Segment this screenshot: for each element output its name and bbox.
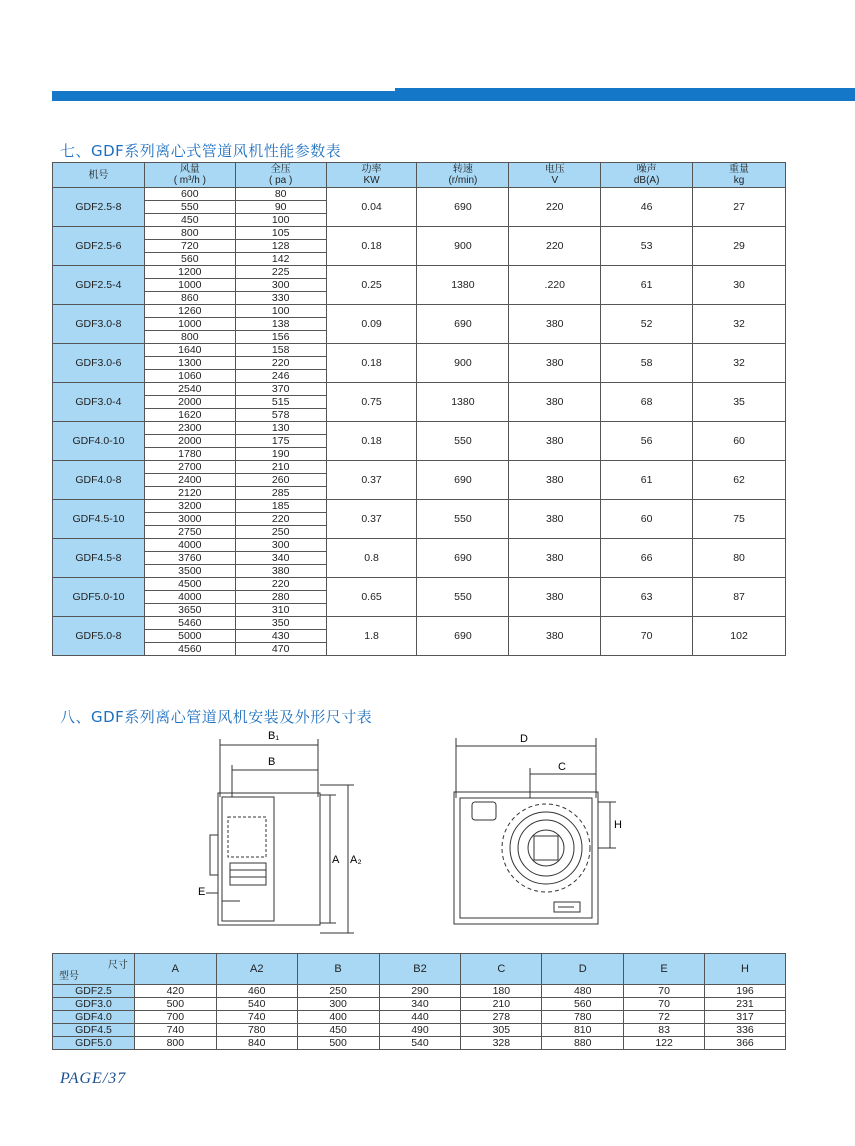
voltage-cell: 380: [509, 617, 601, 656]
airflow-cell: 3500: [144, 565, 235, 578]
voltage-cell: 380: [509, 539, 601, 578]
speed-cell: 550: [417, 500, 509, 539]
table-row: [53, 539, 786, 552]
dimension-value-cell: 810: [542, 1024, 624, 1037]
table-row: [53, 985, 786, 998]
weight-cell: 60: [693, 422, 786, 461]
power-cell: 0.75: [326, 383, 417, 422]
voltage-cell: 380: [509, 500, 601, 539]
weight-cell: 35: [693, 383, 786, 422]
label-c: C: [558, 761, 566, 773]
airflow-cell: 1260: [144, 305, 235, 318]
dimension-value-cell: 180: [461, 985, 542, 998]
noise-cell: 58: [601, 344, 693, 383]
dimension-column-header: D: [542, 954, 624, 985]
airflow-cell: 1640: [144, 344, 235, 357]
table-row: [53, 422, 786, 435]
speed-cell: 690: [417, 461, 509, 500]
dimension-value-cell: 290: [379, 985, 461, 998]
dimension-value-cell: 540: [379, 1037, 461, 1050]
header-voltage: 电压 V: [509, 163, 601, 188]
dimension-value-cell: 420: [134, 985, 216, 998]
airflow-cell: 5000: [144, 630, 235, 643]
airflow-cell: 2750: [144, 526, 235, 539]
dimension-value-cell: 460: [216, 985, 297, 998]
pressure-cell: 142: [235, 253, 326, 266]
noise-cell: 63: [601, 578, 693, 617]
model-cell: GDF3.0: [53, 998, 135, 1011]
pressure-cell: 190: [235, 448, 326, 461]
pressure-cell: 220: [235, 357, 326, 370]
voltage-cell: 380: [509, 305, 601, 344]
dimension-value-cell: 340: [379, 998, 461, 1011]
speed-cell: 690: [417, 188, 509, 227]
pressure-cell: 300: [235, 539, 326, 552]
speed-cell: 900: [417, 344, 509, 383]
weight-cell: 27: [693, 188, 786, 227]
airflow-cell: 1620: [144, 409, 235, 422]
header-airflow: 风量 ( m³/h ): [144, 163, 235, 188]
airflow-cell: 2540: [144, 383, 235, 396]
pressure-cell: 330: [235, 292, 326, 305]
table-row: [53, 188, 786, 201]
pressure-cell: 130: [235, 422, 326, 435]
model-cell: GDF4.5-10: [53, 500, 145, 539]
weight-cell: 75: [693, 500, 786, 539]
table-header-row: [53, 163, 786, 188]
table-row: [53, 266, 786, 279]
pressure-cell: 138: [235, 318, 326, 331]
dimension-value-cell: 210: [461, 998, 542, 1011]
label-b: B: [268, 756, 276, 768]
airflow-cell: 1300: [144, 357, 235, 370]
table-row: [53, 1037, 786, 1050]
dimension-value-cell: 300: [297, 998, 379, 1011]
pressure-cell: 340: [235, 552, 326, 565]
dimension-value-cell: 440: [379, 1011, 461, 1024]
dimension-column-header: A: [134, 954, 216, 985]
airflow-cell: 720: [144, 240, 235, 253]
model-cell: GDF2.5-4: [53, 266, 145, 305]
model-cell: GDF3.0-4: [53, 383, 145, 422]
dimension-value-cell: 840: [216, 1037, 297, 1050]
noise-cell: 61: [601, 461, 693, 500]
airflow-cell: 2000: [144, 435, 235, 448]
dimension-column-header: B2: [379, 954, 461, 985]
weight-cell: 87: [693, 578, 786, 617]
airflow-cell: 3760: [144, 552, 235, 565]
dimension-value-cell: 740: [216, 1011, 297, 1024]
pressure-cell: 128: [235, 240, 326, 253]
dimension-value-cell: 328: [461, 1037, 542, 1050]
section-title-performance: 七、GDF系列离心式管道风机性能参数表: [60, 142, 342, 160]
pressure-cell: 370: [235, 383, 326, 396]
pressure-cell: 310: [235, 604, 326, 617]
dimension-value-cell: 122: [624, 1037, 705, 1050]
pressure-cell: 105: [235, 227, 326, 240]
airflow-cell: 4500: [144, 578, 235, 591]
weight-cell: 32: [693, 305, 786, 344]
dimension-value-cell: 480: [542, 985, 624, 998]
pressure-cell: 470: [235, 643, 326, 656]
airflow-cell: 2700: [144, 461, 235, 474]
table-row: [53, 305, 786, 318]
model-cell: GDF3.0-8: [53, 305, 145, 344]
speed-cell: 690: [417, 539, 509, 578]
pressure-cell: 225: [235, 266, 326, 279]
dimension-value-cell: 366: [705, 1037, 786, 1050]
airflow-cell: 1060: [144, 370, 235, 383]
airflow-cell: 1000: [144, 318, 235, 331]
table-row: [53, 461, 786, 474]
label-h: H: [614, 819, 622, 831]
model-cell: GDF4.0-10: [53, 422, 145, 461]
dimension-value-cell: 72: [624, 1011, 705, 1024]
fan-side-view-diagram: [180, 725, 380, 940]
weight-cell: 80: [693, 539, 786, 578]
dimension-value-cell: 231: [705, 998, 786, 1011]
performance-table: [52, 162, 786, 656]
dimension-value-cell: 278: [461, 1011, 542, 1024]
power-cell: 0.8: [326, 539, 417, 578]
dimension-column-header: E: [624, 954, 705, 985]
pressure-cell: 515: [235, 396, 326, 409]
table-row: [53, 227, 786, 240]
weight-cell: 29: [693, 227, 786, 266]
corner-size-label: 尺寸: [107, 960, 128, 971]
power-cell: 0.09: [326, 305, 417, 344]
dimension-table: [52, 953, 786, 1050]
dimension-value-cell: 780: [542, 1011, 624, 1024]
voltage-cell: 380: [509, 578, 601, 617]
dimension-value-cell: 740: [134, 1024, 216, 1037]
voltage-cell: 380: [509, 383, 601, 422]
label-b1: B₁: [268, 730, 280, 742]
airflow-cell: 600: [144, 188, 235, 201]
speed-cell: 1380: [417, 383, 509, 422]
airflow-cell: 450: [144, 214, 235, 227]
airflow-cell: 2300: [144, 422, 235, 435]
noise-cell: 52: [601, 305, 693, 344]
label-a2: A₂: [350, 854, 362, 866]
dimension-value-cell: 800: [134, 1037, 216, 1050]
airflow-cell: 4000: [144, 539, 235, 552]
pressure-cell: 158: [235, 344, 326, 357]
noise-cell: 60: [601, 500, 693, 539]
header-noise: 噪声 dB(A): [601, 163, 693, 188]
power-cell: 0.37: [326, 461, 417, 500]
weight-cell: 30: [693, 266, 786, 305]
dimension-value-cell: 540: [216, 998, 297, 1011]
table-row: [53, 578, 786, 591]
dimension-column-header: A2: [216, 954, 297, 985]
pressure-cell: 350: [235, 617, 326, 630]
power-cell: 0.18: [326, 227, 417, 266]
pressure-cell: 156: [235, 331, 326, 344]
dimension-value-cell: 336: [705, 1024, 786, 1037]
weight-cell: 102: [693, 617, 786, 656]
speed-cell: 550: [417, 422, 509, 461]
pressure-cell: 220: [235, 513, 326, 526]
header-model: 机号: [53, 163, 145, 188]
dimension-table-body: [53, 985, 786, 1050]
dimension-value-cell: 70: [624, 985, 705, 998]
dimension-value-cell: 700: [134, 1011, 216, 1024]
dimension-value-cell: 83: [624, 1024, 705, 1037]
speed-cell: 550: [417, 578, 509, 617]
airflow-cell: 860: [144, 292, 235, 305]
pressure-cell: 185: [235, 500, 326, 513]
pressure-cell: 578: [235, 409, 326, 422]
table-row: [53, 500, 786, 513]
table-row: [53, 998, 786, 1011]
voltage-cell: 380: [509, 461, 601, 500]
weight-cell: 32: [693, 344, 786, 383]
table-row: [53, 344, 786, 357]
airflow-cell: 4560: [144, 643, 235, 656]
noise-cell: 61: [601, 266, 693, 305]
pressure-cell: 380: [235, 565, 326, 578]
model-cell: GDF4.5: [53, 1024, 135, 1037]
speed-cell: 690: [417, 617, 509, 656]
dimension-value-cell: 500: [134, 998, 216, 1011]
weight-cell: 62: [693, 461, 786, 500]
pressure-cell: 100: [235, 214, 326, 227]
pressure-cell: 246: [235, 370, 326, 383]
dimension-column-header: H: [705, 954, 786, 985]
airflow-cell: 550: [144, 201, 235, 214]
pressure-cell: 280: [235, 591, 326, 604]
model-cell: GDF2.5: [53, 985, 135, 998]
dimension-value-cell: 490: [379, 1024, 461, 1037]
dimension-value-cell: 250: [297, 985, 379, 998]
power-cell: 0.37: [326, 500, 417, 539]
pressure-cell: 250: [235, 526, 326, 539]
header-pressure: 全压 ( pa ): [235, 163, 326, 188]
model-cell: GDF4.0: [53, 1011, 135, 1024]
voltage-cell: .220: [509, 266, 601, 305]
dimension-value-cell: 780: [216, 1024, 297, 1037]
dimension-value-cell: 880: [542, 1037, 624, 1050]
pressure-cell: 285: [235, 487, 326, 500]
airflow-cell: 4000: [144, 591, 235, 604]
header-speed: 转速 (r/min): [417, 163, 509, 188]
table-row: [53, 617, 786, 630]
pressure-cell: 175: [235, 435, 326, 448]
model-cell: GDF4.5-8: [53, 539, 145, 578]
header-power: 功率 KW: [326, 163, 417, 188]
dimension-value-cell: 317: [705, 1011, 786, 1024]
speed-cell: 1380: [417, 266, 509, 305]
dimension-value-cell: 560: [542, 998, 624, 1011]
dimension-value-cell: 500: [297, 1037, 379, 1050]
pressure-cell: 80: [235, 188, 326, 201]
page-number: PAGE/37: [60, 1070, 127, 1087]
airflow-cell: 800: [144, 331, 235, 344]
noise-cell: 53: [601, 227, 693, 266]
model-cell: GDF5.0: [53, 1037, 135, 1050]
header-accent-bar: [52, 91, 855, 101]
table-row: [53, 383, 786, 396]
power-cell: 1.8: [326, 617, 417, 656]
dimension-corner-cell: [53, 954, 135, 985]
airflow-cell: 2400: [144, 474, 235, 487]
pressure-cell: 220: [235, 578, 326, 591]
airflow-cell: 1000: [144, 279, 235, 292]
dimension-header-row: [53, 954, 786, 985]
voltage-cell: 380: [509, 422, 601, 461]
model-cell: GDF2.5-8: [53, 188, 145, 227]
pressure-cell: 210: [235, 461, 326, 474]
table-row: [53, 1024, 786, 1037]
speed-cell: 690: [417, 305, 509, 344]
dimension-value-cell: 400: [297, 1011, 379, 1024]
power-cell: 0.65: [326, 578, 417, 617]
airflow-cell: 3200: [144, 500, 235, 513]
dimension-column-header: C: [461, 954, 542, 985]
model-cell: GDF3.0-6: [53, 344, 145, 383]
pressure-cell: 90: [235, 201, 326, 214]
model-cell: GDF2.5-6: [53, 227, 145, 266]
label-d: D: [520, 733, 528, 745]
dimension-value-cell: 450: [297, 1024, 379, 1037]
header-weight: 重量 kg: [693, 163, 786, 188]
airflow-cell: 2000: [144, 396, 235, 409]
pressure-cell: 100: [235, 305, 326, 318]
airflow-cell: 560: [144, 253, 235, 266]
noise-cell: 46: [601, 188, 693, 227]
fan-front-view-diagram: [440, 728, 630, 933]
airflow-cell: 1200: [144, 266, 235, 279]
dimension-column-header: B: [297, 954, 379, 985]
airflow-cell: 800: [144, 227, 235, 240]
performance-table-body: [53, 188, 786, 656]
pressure-cell: 430: [235, 630, 326, 643]
table-row: [53, 1011, 786, 1024]
dimension-value-cell: 70: [624, 998, 705, 1011]
corner-model-label: 型号: [59, 971, 79, 982]
model-cell: GDF5.0-10: [53, 578, 145, 617]
airflow-cell: 5460: [144, 617, 235, 630]
airflow-cell: 3650: [144, 604, 235, 617]
noise-cell: 68: [601, 383, 693, 422]
voltage-cell: 220: [509, 227, 601, 266]
noise-cell: 70: [601, 617, 693, 656]
noise-cell: 66: [601, 539, 693, 578]
dimension-value-cell: 305: [461, 1024, 542, 1037]
airflow-cell: 1780: [144, 448, 235, 461]
label-a: A: [332, 854, 340, 866]
noise-cell: 56: [601, 422, 693, 461]
voltage-cell: 220: [509, 188, 601, 227]
airflow-cell: 2120: [144, 487, 235, 500]
label-e: E: [198, 886, 206, 898]
power-cell: 0.25: [326, 266, 417, 305]
dimension-value-cell: 196: [705, 985, 786, 998]
speed-cell: 900: [417, 227, 509, 266]
model-cell: GDF5.0-8: [53, 617, 145, 656]
airflow-cell: 3000: [144, 513, 235, 526]
power-cell: 0.04: [326, 188, 417, 227]
power-cell: 0.18: [326, 344, 417, 383]
section-title-dimensions: 八、GDF系列离心管道风机安装及外形尺寸表: [60, 708, 373, 726]
pressure-cell: 260: [235, 474, 326, 487]
pressure-cell: 300: [235, 279, 326, 292]
voltage-cell: 380: [509, 344, 601, 383]
model-cell: GDF4.0-8: [53, 461, 145, 500]
power-cell: 0.18: [326, 422, 417, 461]
